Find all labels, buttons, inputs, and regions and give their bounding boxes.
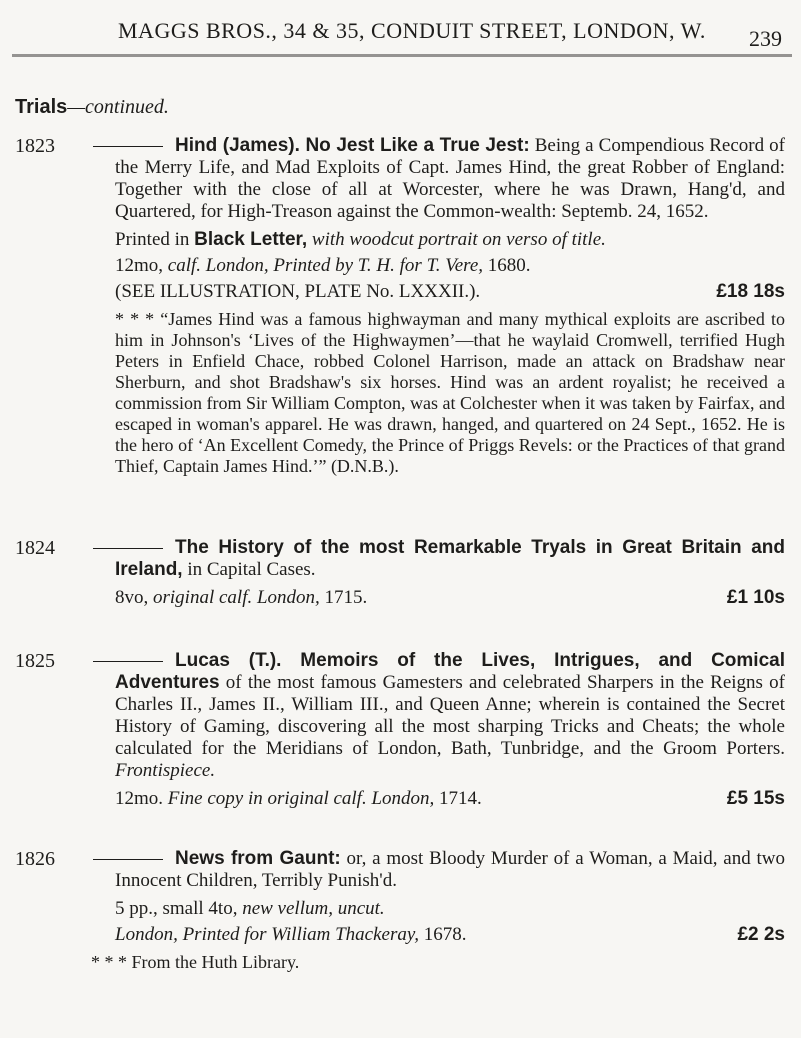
header-rule xyxy=(12,54,792,57)
price: £18 18s xyxy=(716,281,785,302)
section-heading xyxy=(15,96,169,119)
entry-number: 1824 xyxy=(15,537,55,559)
price: £5 15s xyxy=(726,788,785,809)
catalogue-entry xyxy=(15,537,785,609)
publisher-line: MAGGS BROS., 34 & 35, CONDUIT STREET, LONDON, W. xyxy=(118,18,706,43)
entry-lead: News from Gaunt: xyxy=(175,848,341,869)
page-number: 239 xyxy=(749,26,782,51)
entry-lead: Lucas (T.). Memoirs of the Lives, Intrigues, and Comical Adventures xyxy=(115,650,785,693)
entry-title: The History of the most Remarkable Tryals in Great Britain and Ireland, in Capital Cases. 8vo, original calf. London, 1715. £1 10s xyxy=(115,537,785,609)
catalogue-entry xyxy=(15,135,785,477)
catalogue-entry xyxy=(15,650,785,810)
entry-note: * * * From the Huth Library. xyxy=(91,952,300,972)
section-continued: —continued. xyxy=(67,96,169,118)
catalogue-entry xyxy=(15,848,785,973)
entry-number: 1823 xyxy=(15,135,55,157)
entry-title: News from Gaunt: or, a most Bloody Murder of a Woman, a Maid, and two Innocent Children, Terribly Punish'd. 5 pp., small 4to, new vellum, uncut. London, Printed for William Thackeray, 1678. £2 2s xyxy=(115,848,785,946)
price: £2 2s xyxy=(737,924,785,945)
entry-title: Hind (James). No Jest Like a True Jest: Being a Compendious Record of the Merry Life, and Mad Exploits of Capt. James Hind, the great Robber of England: Together with the close of all at Worcester, where he was Drawn, Hang'd, and Quartered, for High-Treason against the Common-wealth: Septemb. 24, 1652. Printed in Black Letter, with woodcut portrait on verso of title. 12mo, calf. London, Printed by T. H. for T. Vere, 1680. (SEE ILLUSTRATION, PLATE No. LXXXII.). £18 18s xyxy=(115,135,785,303)
entry-lead: Hind (James). No Jest Like a True Jest: xyxy=(175,135,530,156)
entry-number: 1826 xyxy=(15,848,55,870)
entry-note: * * * “James Hind was a famous highwayman and many mythical exploits are ascribed to him in Johnson's ‘Lives of the Highwaymen’—that he waylaid Cromwell, terrified Hugh Peters in Enfield Chace, robbed Colonel Harrison, made an attack on Bradshaw near Sherburn, and shot Bradshaw's six horses. Hind was an ardent royalist; he received a commission from Sir William Compton, was at Colchester when it was taken by Fairfax, and escaped in woman's apparel. He was drawn, hanged, and quartered on 24 Sept., 1652. He is the hero of ‘An Excellent Comedy, the Prince of Priggs Revels: or the Practices of that grand Thief, Captain James Hind.’” (D.N.B.). xyxy=(115,309,785,476)
entry-number: 1825 xyxy=(15,650,55,672)
section-title: Trials xyxy=(15,96,68,118)
price: £1 10s xyxy=(726,587,785,608)
entry-title: Lucas (T.). Memoirs of the Lives, Intrigues, and Comical Adventures of the most famous Gamesters and celebrated Sharpers in the Reigns of Charles II., James II., William III., and Queen Anne; wherein is contained the Secret History of Gaming, discovering all the most sharping Tricks and Cheats; the whole calculated for the Meridians of London, Bath, Tunbridge, and the Groom Porters. Frontispiece. 12mo. Fine copy in original calf. London, 1714. £5 15s xyxy=(115,650,785,810)
entry-lead: The History of the most Remarkable Tryals in Great Britain and Ireland, xyxy=(115,537,785,580)
page-header xyxy=(118,4,782,51)
